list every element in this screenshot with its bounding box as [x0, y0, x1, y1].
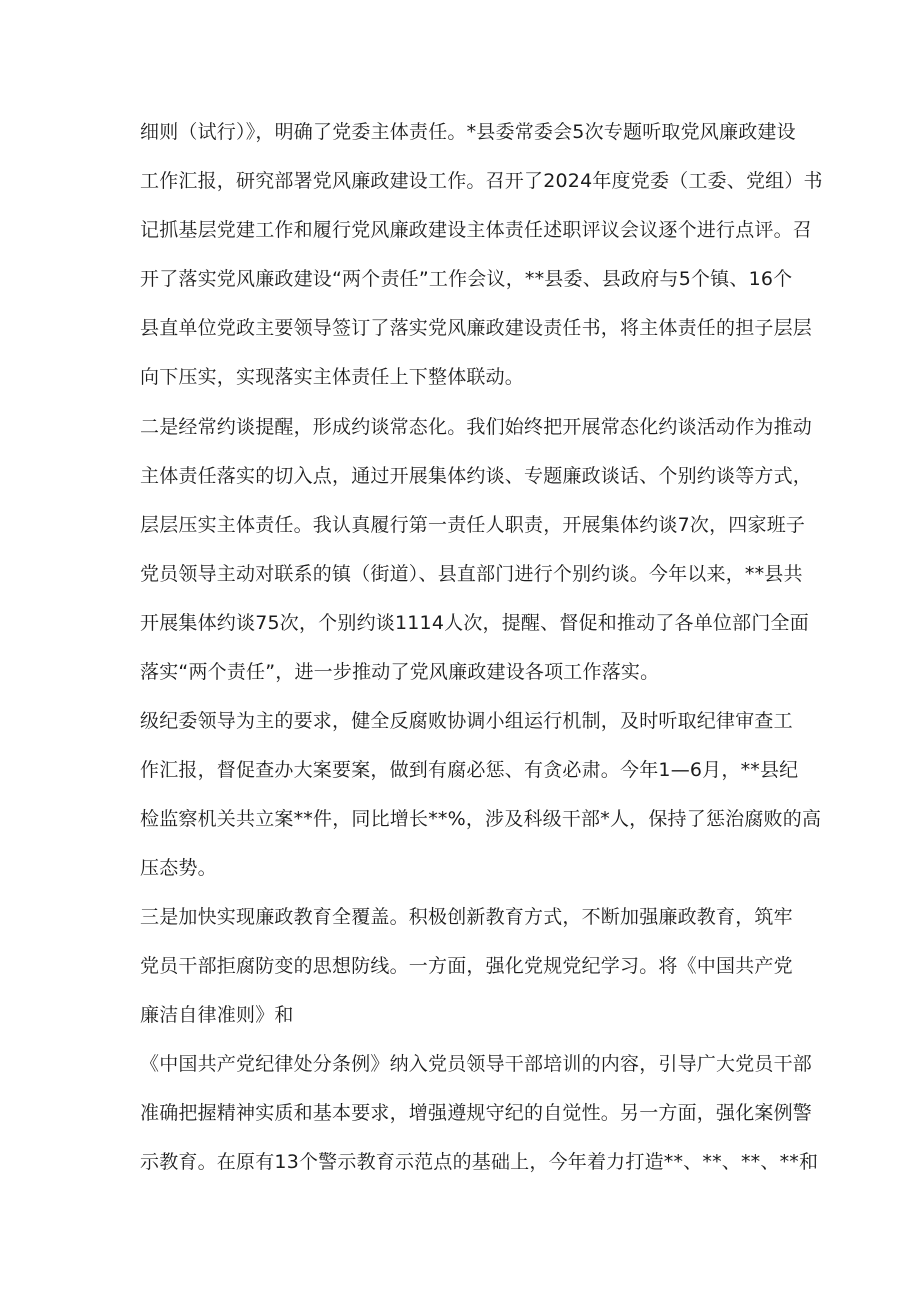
text-line: 党员领导主动对联系的镇（街道）、县直部门进行个别约谈。今年以来，**县共: [140, 563, 803, 585]
text-line: 记抓基层党建工作和履行党风廉政建设主体责任述职评议会议逐个进行点评。召: [140, 219, 813, 241]
paragraph-start-line: 级纪委领导为主的要求，健全反腐败协调小组运行机制，及时听取纪律审查工: [140, 710, 793, 732]
paragraph-start-line: 二是经常约谈提醒，形成约谈常态化。我们始终把开展常态化约谈活动作为推动: [140, 416, 813, 438]
text-line: 准确把握精神实质和基本要求，增强遵规守纪的自觉性。另一方面，强化案例警: [140, 1102, 813, 1124]
paragraph-start-line: 三是加快实现廉政教育全覆盖。积极创新教育方式，不断加强廉政教育，筑牢: [140, 906, 793, 928]
text-line: 检监察机关共立案**件，同比增长**%，涉及科级干部*人，保持了惩治腐败的高: [140, 808, 822, 830]
text-line: 廉洁自律准则》和: [140, 1004, 294, 1026]
text-line: 层层压实主体责任。我认真履行第一责任人职责，开展集体约谈7次，四家班子: [140, 514, 806, 536]
text-line: 工作汇报，研究部署党风廉政建设工作。召开了2024年度党委（工委、党组）书: [140, 170, 823, 192]
text-line: 向下压实，实现落实主体责任上下整体联动。: [140, 366, 525, 388]
text-line: 开展集体约谈75次，个别约谈1114人次，提醒、督促和推动了各单位部门全面: [140, 612, 809, 634]
text-line: 作汇报，督促查办大案要案，做到有腐必惩、有贪必肃。今年1—6月，**县纪: [140, 759, 799, 781]
paragraph-start-line: 《中国共产党纪律处分条例》纳入党员领导干部培训的内容，引导广大党员干部: [140, 1053, 813, 1075]
text-line: 落实“两个责任”，进一步推动了党风廉政建设各项工作落实。: [140, 661, 660, 683]
text-line: 示教育。在原有13个警示教育示范点的基础上，今年着力打造**、**、**、**和: [140, 1151, 819, 1173]
text-line: 压态势。: [140, 857, 217, 879]
text-line: 县直单位党政主要领导签订了落实党风廉政建设责任书，将主体责任的担子层层: [140, 317, 813, 339]
text-line: 细则（试行）》，明确了党委主体责任。*县委常委会5次专题听取党风廉政建设: [140, 121, 796, 143]
text-line: 党员干部拒腐防变的思想防线。一方面，强化党规党纪学习。将《中国共产党: [140, 955, 793, 977]
text-line: 开了落实党风廉政建设“两个责任”工作会议，**县委、县政府与5个镇、16个: [140, 268, 793, 290]
text-line: 主体责任落实的切入点，通过开展集体约谈、专题廉政谈话、个别约谈等方式，: [140, 465, 813, 487]
